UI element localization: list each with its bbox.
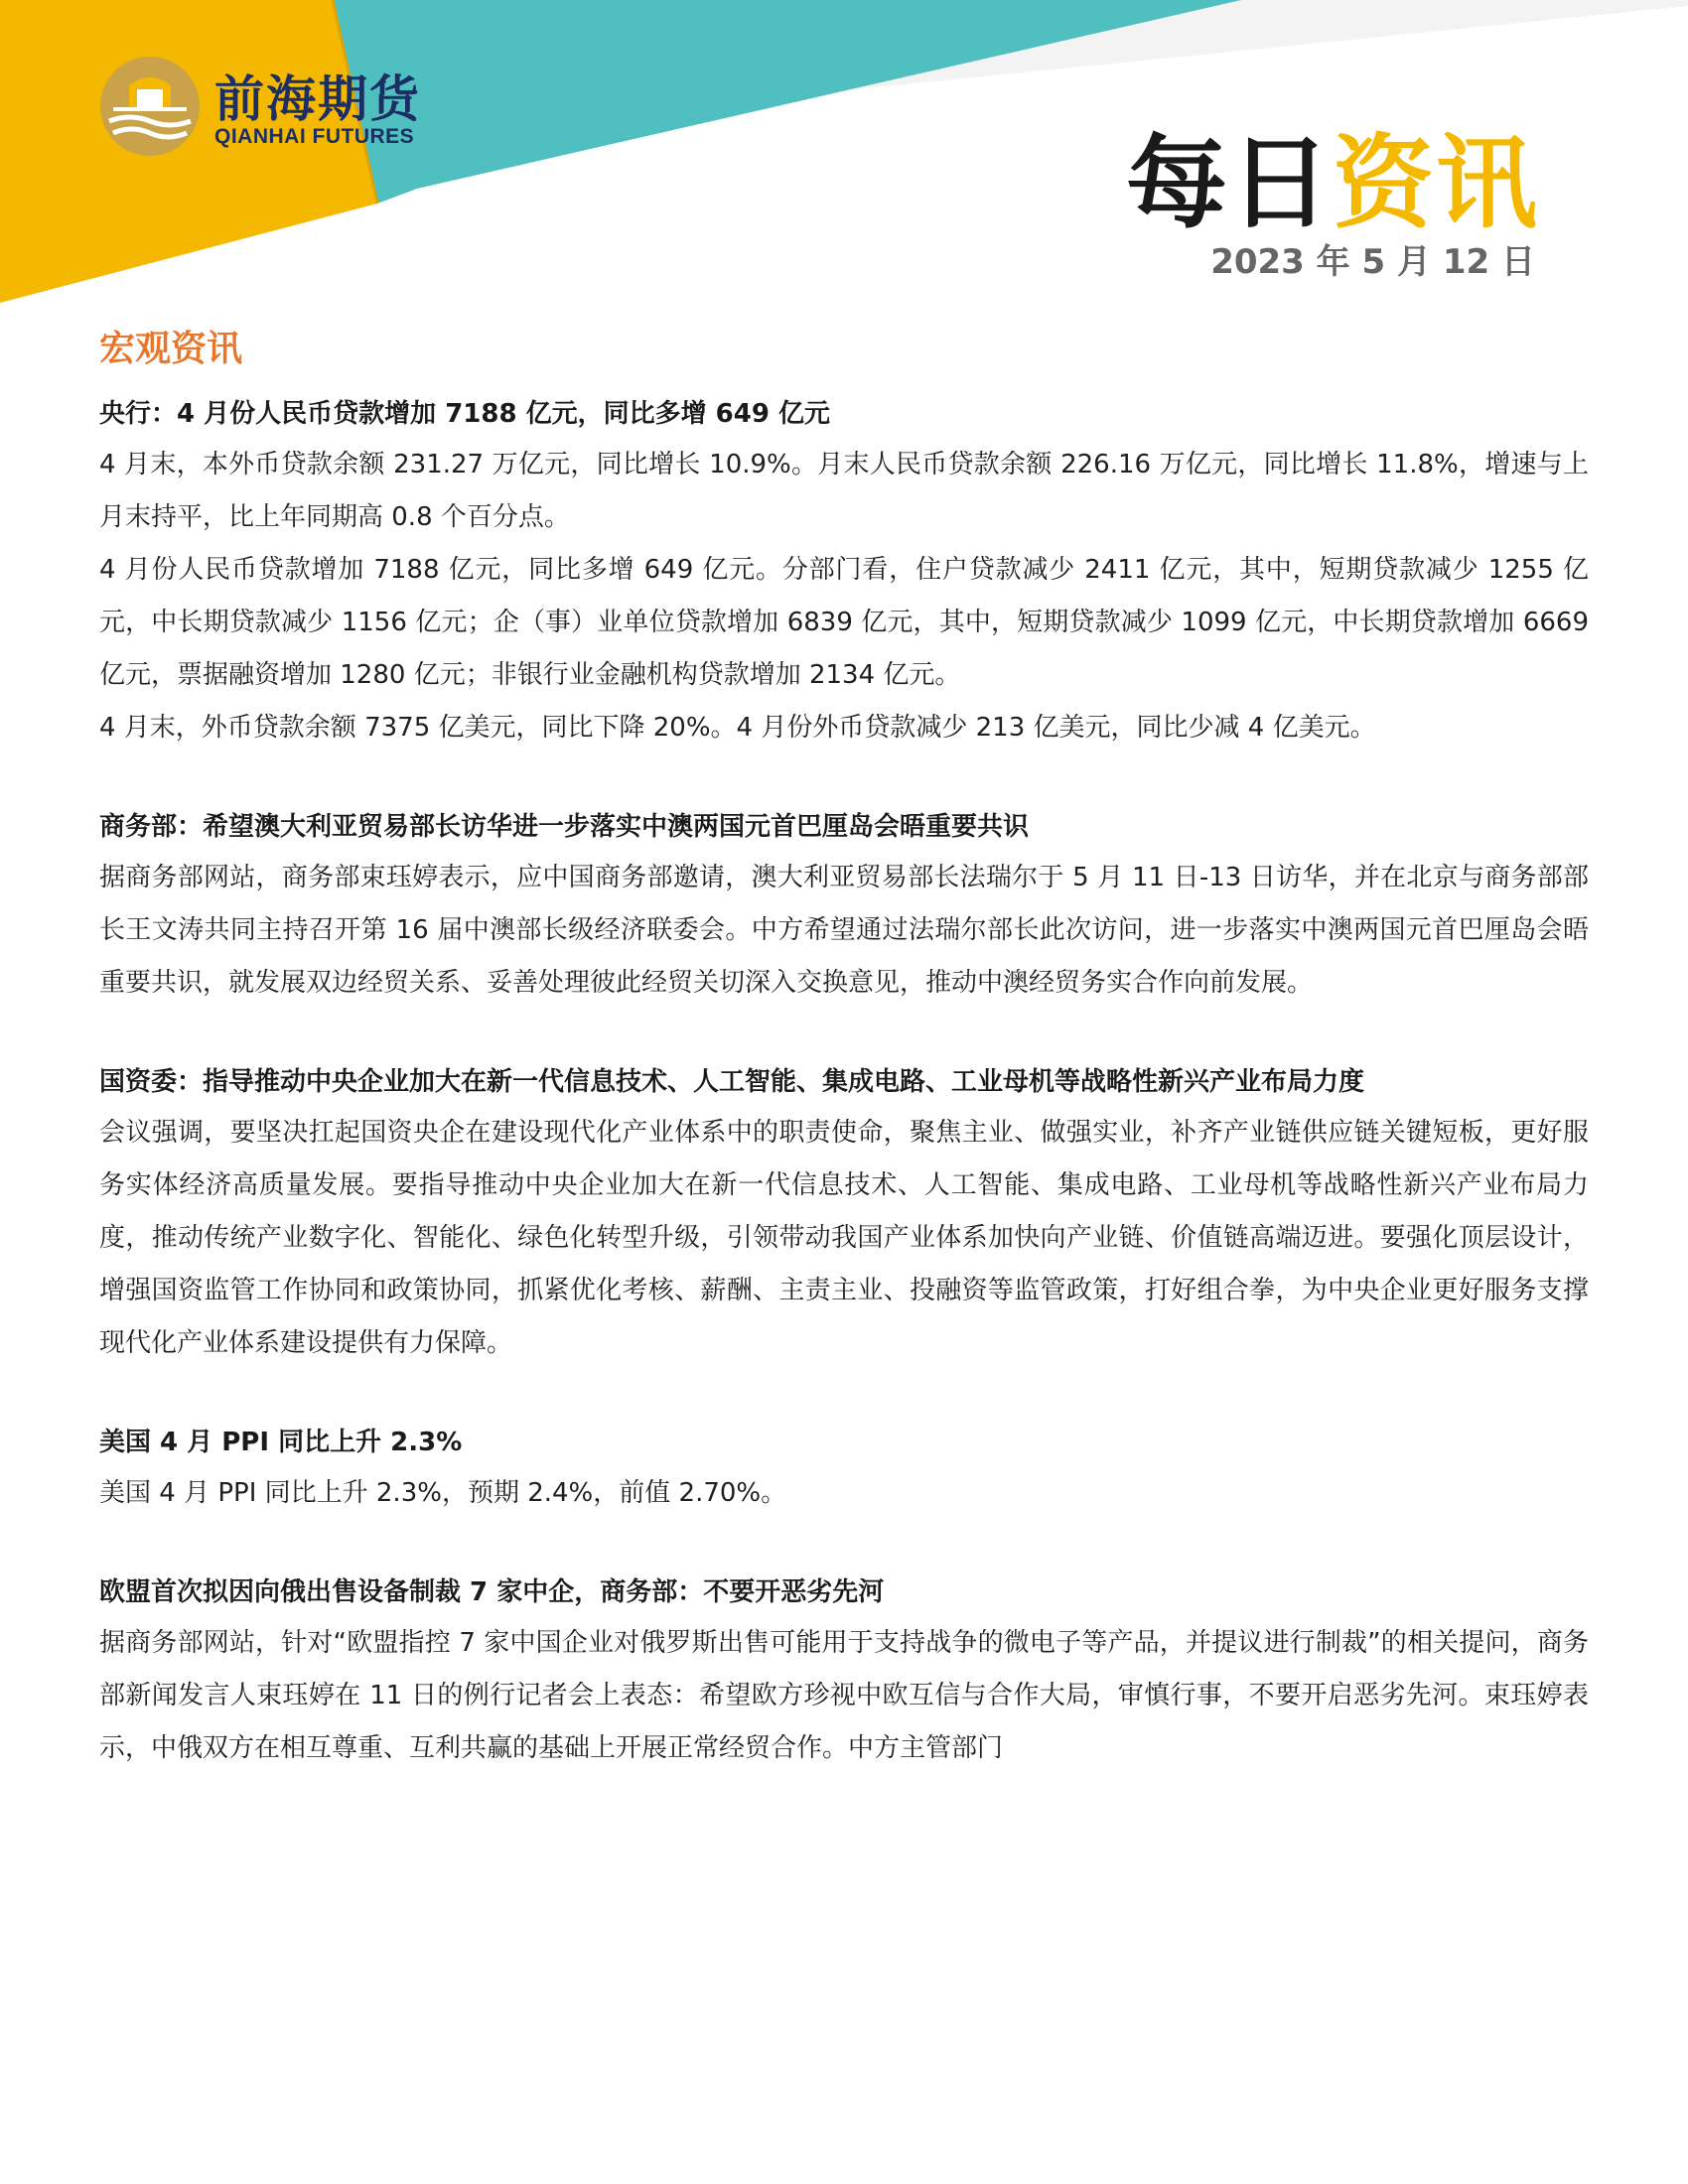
news-headline: 央行：4 月份人民币贷款增加 7188 亿元，同比多增 649 亿元 [99,399,830,429]
news-item [99,1568,1589,1775]
news-item [99,1418,1589,1520]
report-date: 2023 年 5 月 12 日 [1210,242,1535,282]
news-paragraph: 4 月末，本外币贷款余额 231.27 万亿元，同比增长 10.9%。月末人民币贷款余额 226.16 万亿元，同比增长 11.8%，增速与上月末持平，比上年同期高 0.8 个百分点。 [99,450,1589,532]
news-headline: 美国 4 月 PPI 同比上升 2.3% [99,1428,463,1457]
news-paragraph: 4 月份人民币贷款增加 7188 亿元，同比多增 649 亿元。分部门看，住户贷款减少 2411 亿元，其中，短期贷款减少 1255 亿元，中长期贷款减少 1156 亿元；企（事）业单位贷款增加 6839 亿元，其中，短期贷款减少 1099 亿元，中长期贷款增加 6669 亿元，票据融资增加 1280 亿元；非银行业金融机构贷款增加 2134 亿元。 [99,555,1589,690]
news-headline: 商务部：希望澳大利亚贸易部长访华进一步落实中澳两国元首巴厘岛会晤重要共识 [99,812,1030,842]
news-paragraph: 会议强调，要坚决扛起国资央企在建设现代化产业体系中的职责使命，聚焦主业、做强实业，补齐产业链供应链关键短板，更好服务实体经济高质量发展。要指导推动中央企业加大在新一代信息技术、人工智能、集成电路、工业母机等战略性新兴产业布局力度，推动传统产业数字化、智能化、绿色化转型升级，引领带动我国产业体系加快向产业链、价值链高端迈进。要强化顶层设计，增强国资监管工作协同和政策协同，抓紧优化考核、薪酬、主责主业、投融资等监管政策，打好组合拳，为中央企业更好服务支撑现代化产业体系建设提供有力保障。 [99,1118,1589,1358]
section-title: 宏观资讯 [99,329,243,369]
logo-emblem-icon [95,52,205,161]
news-item [99,389,1589,754]
news-paragraph: 据商务部网站，针对“欧盟指控 7 家中国企业对俄罗斯出售可能用于支持战争的微电子等产品，并提议进行制裁”的相关提问，商务部新闻发言人束珏婷在 11 日的例行记者会上表态：希望欧方珍视中欧互信与合作大局，审慎行事，不要开启恶劣先河。束珏婷表示，中俄双方在相互尊重、互利共赢的基础上开展正常经贸合作。中方主管部门 [99,1628,1589,1763]
logo-chinese-name: 前海期货 [214,69,421,128]
report-title-part1: 每日 [1126,125,1333,243]
news-paragraph: 4 月末，外币贷款余额 7375 亿美元，同比下降 20%。4 月份外币贷款减少 213 亿美元，同比少减 4 亿美元。 [99,713,1376,743]
logo-english-name: QIANHAI FUTURES [214,125,415,148]
news-paragraph: 美国 4 月 PPI 同比上升 2.3%，预期 2.4%，前值 2.70%。 [99,1478,787,1508]
news-item [99,802,1589,1010]
report-title [1126,103,1539,248]
news-item [99,1057,1589,1370]
news-headline: 国资委：指导推动中央企业加大在新一代信息技术、人工智能、集成电路、工业母机等战略性新兴产业布局力度 [99,1067,1365,1097]
news-headline: 欧盟首次拟因向俄出售设备制裁 7 家中企，商务部：不要开恶劣先河 [99,1577,885,1607]
document-body [99,324,1589,1823]
news-paragraph: 据商务部网站，商务部束珏婷表示，应中国商务部邀请，澳大利亚贸易部长法瑞尔于 5 月 11 日-13 日访华，并在北京与商务部部长王文涛共同主持召开第 16 届中澳部长级经济联委会。中方希望通过法瑞尔部长此次访问，进一步落实中澳两国元首巴厘岛会晤重要共识，就发展双边经贸关系、妥善处理彼此经贸关切深入交换意见，推动中澳经贸务实合作向前发展。 [99,863,1589,998]
company-logo [95,52,473,161]
report-title-part2: 资讯 [1333,125,1539,243]
